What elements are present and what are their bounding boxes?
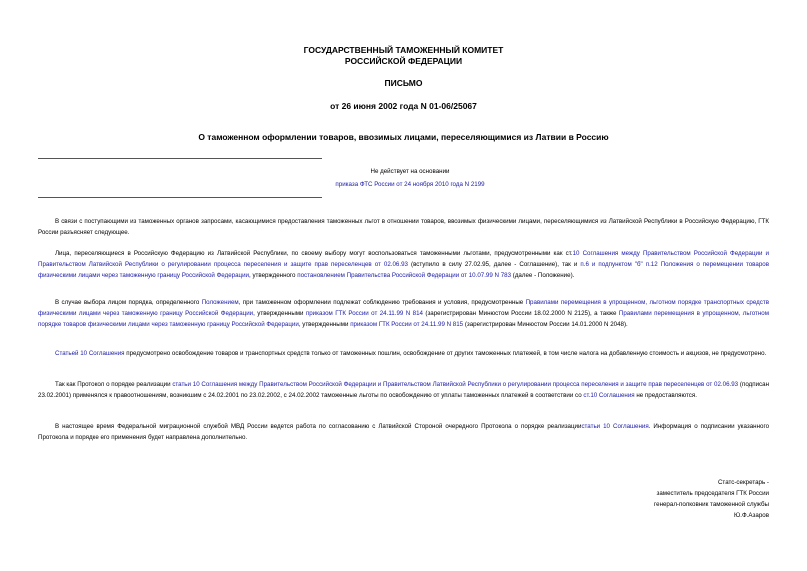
divider-bottom: [38, 197, 322, 198]
document-type: ПИСЬМО: [384, 78, 423, 88]
paragraph-1-text: В связи с поступающими из таможенных органов запросами, касающимися предоставления таможенных льгот в отношении товаров, ввозимых физическими лицами, переселяющимися из Латвийской Республики в Российскую Федерацию, ГТК России разъясняет следующее.: [38, 218, 769, 236]
link-vehicle-rules[interactable]: Правилами перемещения в упрощенном, льготном порядке транспортных средств физическими лицами через таможенную границу Российской Федерации: [38, 299, 769, 317]
link-art10-short[interactable]: ст.10 Соглашения: [583, 392, 635, 399]
p4-text-1: предусмотрено освобождение товаров и транспортных средств только от таможенных пошлин, освобождение от других таможенных платежей, в том числе налога на добавленную стоимость и акцизов, не предусмотрено.: [124, 350, 767, 357]
paragraph-1: [38, 216, 769, 238]
agency-name-line1: ГОСУДАРСТВЕННЫЙ ТАМОЖЕННЫЙ КОМИТЕТ: [303, 45, 504, 55]
link-regulation-items[interactable]: п.6 и подпунктом "б" п.12 Положения о перемещении товаров физическими лицами через таможенную границу Российской Федерации: [38, 261, 769, 279]
p5-text-1: Так как Протокол о порядке реализации: [55, 381, 173, 388]
p3-text-3: , утвержденными: [253, 310, 306, 317]
status-link[interactable]: приказа ФТС России от 24 ноября 2010 года N 2199: [335, 181, 485, 188]
link-order-815[interactable]: приказом ГТК России от 24.11.99 N 815: [350, 321, 464, 328]
p3-text-5: , утвержденными: [298, 321, 351, 328]
p2-text-1: Лица, переселяющиеся в Российскую Федерацию из Латвийской Республики, по своему выбору могут воспользоваться таможенными льготами, предусмотренными как ст.: [55, 250, 573, 257]
paragraph-6: [38, 421, 769, 443]
p6-text-2: . Информация о подписании указанного Протокола и порядке его применения будет направлена дополнительно.: [38, 423, 770, 441]
link-goods-rules[interactable]: Правилами перемещения в упрощенном, льготном порядке товаров физическими лицами через таможенную границу Российской Федерации: [38, 310, 769, 328]
document-subject: О таможенном оформлении товаров, ввозимых лицами, переселяющимися из Латвии в Россию: [198, 132, 609, 142]
link-order-814[interactable]: приказом ГТК России от 24.11.99 N 814: [305, 310, 423, 317]
p6-text-1: В настоящее время Федеральной миграционной службой МВД России ведется работа по согласованию с Латвийской Стороной очередного Протокола о порядке реализации: [55, 423, 582, 430]
divider-top: [38, 158, 322, 159]
document-date-number: от 26 июня 2002 года N 01-06/25067: [330, 101, 477, 111]
link-regulation[interactable]: Положением: [201, 299, 239, 306]
p2-text-2: (вступило в силу 27.02.95, далее - Соглашение), так и: [407, 261, 581, 268]
p3-text-6: (зарегистрирован Минюстом России 14.01.2000 N 2048).: [463, 321, 628, 328]
paragraph-4: [38, 348, 769, 359]
p3-text-1: В случае выбора лицом порядка, определенного: [55, 299, 202, 306]
paragraph-5: [38, 379, 769, 401]
p3-text-2: , при таможенном оформлении подлежат соблюдению требования и условия, предусмотренные: [238, 299, 526, 306]
signature-name: Ю.Ф.Азаров: [734, 512, 769, 519]
paragraph-3: [38, 297, 769, 330]
paragraph-2: [38, 248, 769, 281]
link-article10[interactable]: Статьей 10 Соглашения: [55, 350, 125, 357]
p2-text-4: (далее - Положение).: [511, 272, 575, 279]
link-article10-agreement-2[interactable]: статьи 10 Соглашения: [581, 423, 649, 430]
status-link-wrap: [300, 180, 520, 189]
p2-text-3: , утвержденного: [249, 272, 298, 279]
link-article10-agreement[interactable]: 10 Соглашения между Правительством Российской Федерации и Правительством Латвийской Республики о регулировании процесса переселения и защите прав переселенцев от 02.06.93: [38, 250, 769, 268]
status-note: Не действует на основании: [370, 168, 450, 175]
signature-position: заместитель председателя ГТК России: [656, 490, 769, 497]
link-government-decree[interactable]: постановлением Правительства Российской Федерации от 10.07.99 N 783: [297, 272, 512, 279]
p5-text-2: (подписан 23.02.2001) применялся к правоотношениям, возникшим с 24.02.2001 по 23.02.2002, с 24.02.2002 таможенные льготы по освобождению от уплаты таможенных платежей в соответствии со: [38, 381, 769, 399]
signature-rank: генерал-полковник таможенной службы: [654, 501, 769, 508]
agency-name-line2: РОССИЙСКОЙ ФЕДЕРАЦИИ: [344, 56, 463, 66]
p3-text-4: (зарегистрирован Минюстом России 18.02.2000 N 2125), а также: [422, 310, 619, 317]
signature-title: Статс-секретарь -: [717, 479, 769, 486]
link-article10-full[interactable]: статьи 10 Соглашения между Правительством Российской Федерации и Правительством Латвийской Республики о регулировании процесса переселения и защите прав переселенцев от 02.06.93: [172, 381, 739, 388]
p5-text-3: не предоставляются.: [634, 392, 697, 399]
